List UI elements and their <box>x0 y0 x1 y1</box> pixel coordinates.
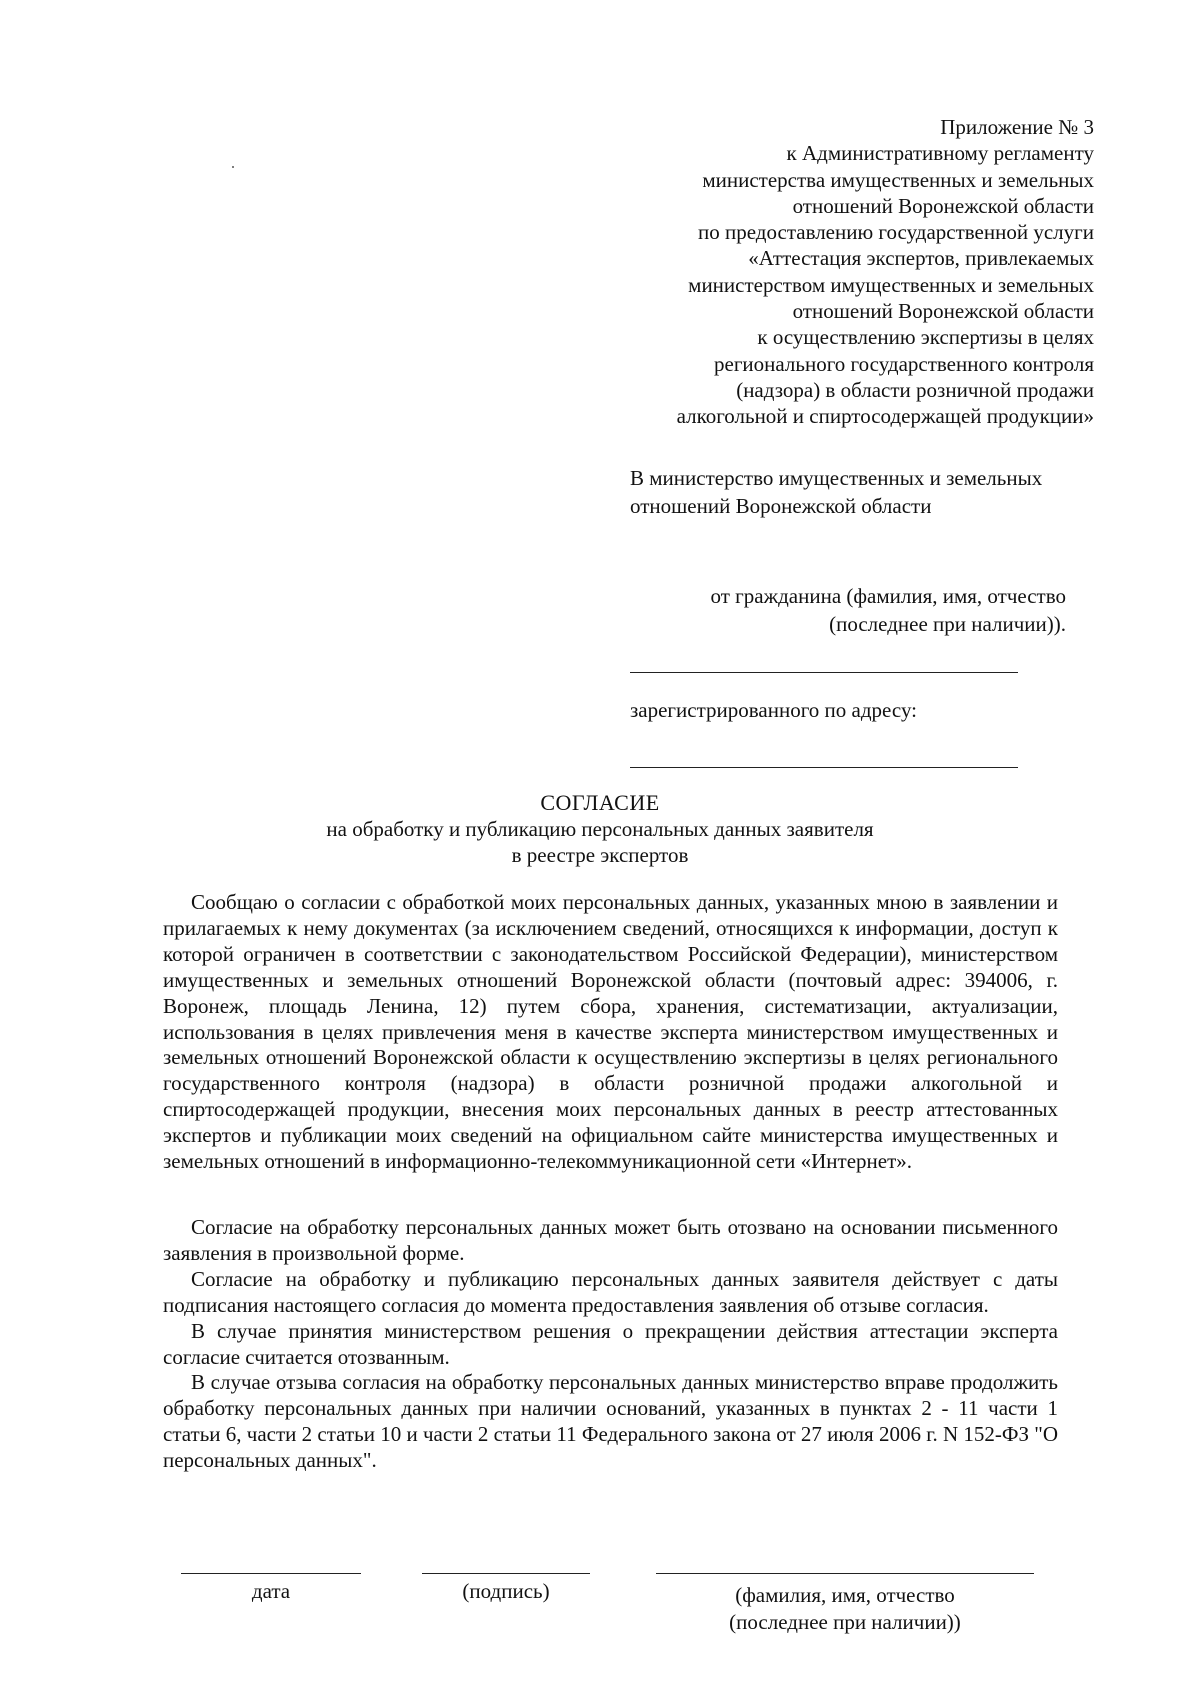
paragraph: В случае принятия министерством решения о прекращении действия аттестации эксперта согласие считается отозванным. <box>163 1318 1058 1369</box>
annex-line: «Аттестация экспертов, привлекаемых <box>748 246 1094 271</box>
recipient-line: В министерство имущественных и земельных <box>630 466 1043 490</box>
paragraph: Сообщаю о согласии с обработкой моих персональных данных, указанных мною в заявлении и прилагаемых к нему документах (за исключением сведений, относящихся к информации, доступ к которой ограничен в соответствии с законодательством Российской Федерации), министерством имущественных и земельных отношений Воронежской области (почтовый адрес: 394006, г. Воронеж, площадь Ленина, 12) путем сбора, хранения, систематизации, актуализации, использования в целях привлечения меня в качестве эксперта министерством имущественных и земельных отношений Воронежской области к осуществлению экспертизы в целях регионального государственного контроля (надзора) в области розничной продажи алкогольной и спиртосодержащей продукции, внесения моих персональных данных в реестр аттестованных экспертов и публикации моих сведений на официальном сайте министерства имущественных и земельных отношений в информационно-телекоммуникационной сети «Интернет». <box>163 890 1058 1174</box>
recipient-block <box>630 464 1042 520</box>
title-subtitle: на обработку и публикацию персональных данных заявителя <box>326 817 874 841</box>
title-subtitle: в реестре экспертов <box>511 843 689 867</box>
document-title <box>0 790 1200 868</box>
body-paragraph-main <box>163 890 1058 1175</box>
recipient-line: отношений Воронежской области <box>630 494 932 518</box>
address-field[interactable] <box>630 767 1018 768</box>
sender-line: (последнее при наличии)). <box>829 612 1066 636</box>
annex-line: отношений Воронежской области <box>792 193 1094 218</box>
full-name-label <box>656 1582 1034 1636</box>
full-name-label-line: (фамилия, имя, отчество <box>735 1583 955 1607</box>
annex-line: к Административному регламенту <box>786 141 1094 166</box>
annex-line: алкогольной и спиртосодержащей продукции» <box>676 404 1094 429</box>
paragraph: Согласие на обработку персональных данных может быть отозвано на основании письменного заявления в произвольной форме. <box>163 1215 1058 1265</box>
sender-block <box>711 582 1066 638</box>
sender-name-field[interactable] <box>630 672 1018 673</box>
annex-line: отношений Воронежской области <box>792 299 1094 324</box>
title-main: СОГЛАСИЕ <box>540 790 660 815</box>
paragraph: В случае отзыва согласия на обработку персональных данных министерство вправе продолжить обработку персональных данных при наличии оснований, указанных в пунктах 2 - 11 части 1 статьи 6, части 2 статьи 10 и части 2 статьи 11 Федерального закона от 27 июля 2006 г. N 152-ФЗ "О персональных данных". <box>163 1370 1058 1473</box>
annex-line: (надзора) в области розничной продажи <box>736 377 1094 402</box>
date-field[interactable] <box>181 1573 361 1574</box>
annex-line: Приложение № 3 <box>940 115 1094 139</box>
sender-line: от гражданина (фамилия, имя, отчество <box>710 584 1066 608</box>
annex-line: к осуществлению экспертизы в целях <box>757 325 1094 350</box>
address-label: зарегистрированного по адресу: <box>630 698 917 722</box>
signature-field[interactable] <box>422 1573 590 1574</box>
full-name-label-line: (последнее при наличии)) <box>729 1610 961 1634</box>
signature-label: (подпись) <box>462 1579 550 1603</box>
date-label: дата <box>251 1579 291 1603</box>
body-paragraphs-terms <box>163 1215 1058 1474</box>
annex-line: регионального государственного контроля <box>714 351 1094 376</box>
paragraph: Согласие на обработку и публикацию персональных данных заявителя действует с даты подписания настоящего согласия до момента предоставления заявления об отзыве согласия. <box>163 1266 1058 1317</box>
annex-header <box>574 114 1094 430</box>
annex-line: по предоставлению государственной услуги <box>698 220 1094 245</box>
scan-speck <box>232 166 234 168</box>
full-name-field[interactable] <box>656 1573 1034 1574</box>
annex-line: министерства имущественных и земельных <box>702 167 1094 192</box>
annex-line: министерством имущественных и земельных <box>688 272 1094 297</box>
